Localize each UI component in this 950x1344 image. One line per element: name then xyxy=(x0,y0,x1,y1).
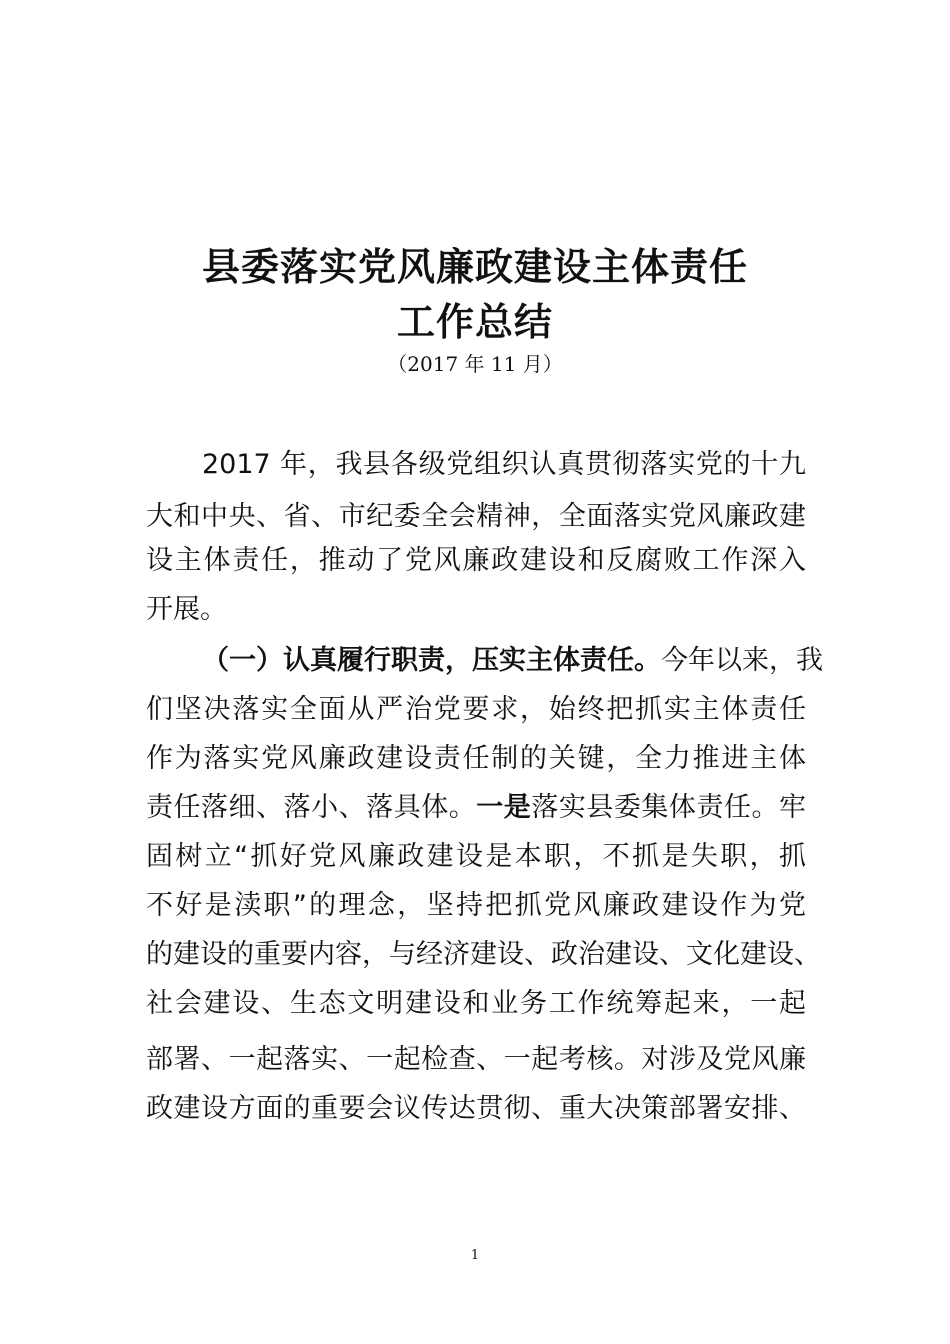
paragraph-line: 2017 年，我县各级党组织认真贯彻落实党的十九 xyxy=(202,449,806,480)
paragraph-line: 的建设的重要内容，与经济建设、政治建设、文化建设、 xyxy=(146,939,821,970)
paragraph-text: 责任落细、落小、落具体。 xyxy=(146,792,477,823)
paragraph-line: 固树立“抓好党风廉政建设是本职，不抓是失职，抓 xyxy=(146,841,806,872)
document-date: （2017 年 11 月） xyxy=(387,352,563,376)
paragraph-line xyxy=(202,635,823,687)
paragraph-line: 开展。 xyxy=(146,594,227,625)
paragraph-line: 部署、一起落实、一起检查、一起考核。对涉及党风廉 xyxy=(146,1044,806,1075)
page-number: 1 xyxy=(470,1248,480,1263)
paragraph-line: 作为落实党风廉政建设责任制的关键，全力推进主体 xyxy=(146,743,806,774)
document-title-line-1: 县委落实党风廉政建设主体责任 xyxy=(201,244,748,289)
paragraph-line: 大和中央、省、市纪委全会精神，全面落实党风廉政建 xyxy=(146,501,806,532)
paragraph-line: 不好是渎职”的理念，坚持把抓党风廉政建设作为党 xyxy=(146,890,806,921)
paragraph-line: 社会建设、生态文明建设和业务工作统筹起来，一起 xyxy=(146,988,806,1019)
section-heading: （一）认真履行职责，压实主体责任。 xyxy=(202,645,661,676)
paragraph-line: 们坚决落实全面从严治党要求，始终把抓实主体责任 xyxy=(146,694,806,725)
document-title-line-2: 工作总结 xyxy=(396,299,553,344)
paragraph-line: 政建设方面的重要会议传达贯彻、重大决策部署安排、 xyxy=(146,1093,806,1124)
list-marker: 一是 xyxy=(476,792,532,823)
paragraph-text: 落实县委集体责任。牢 xyxy=(531,792,807,823)
paragraph-line xyxy=(146,782,806,834)
paragraph-line: 设主体责任，推动了党风廉政建设和反腐败工作深入 xyxy=(146,545,806,576)
paragraph-text: 今年以来，我 xyxy=(661,645,823,676)
